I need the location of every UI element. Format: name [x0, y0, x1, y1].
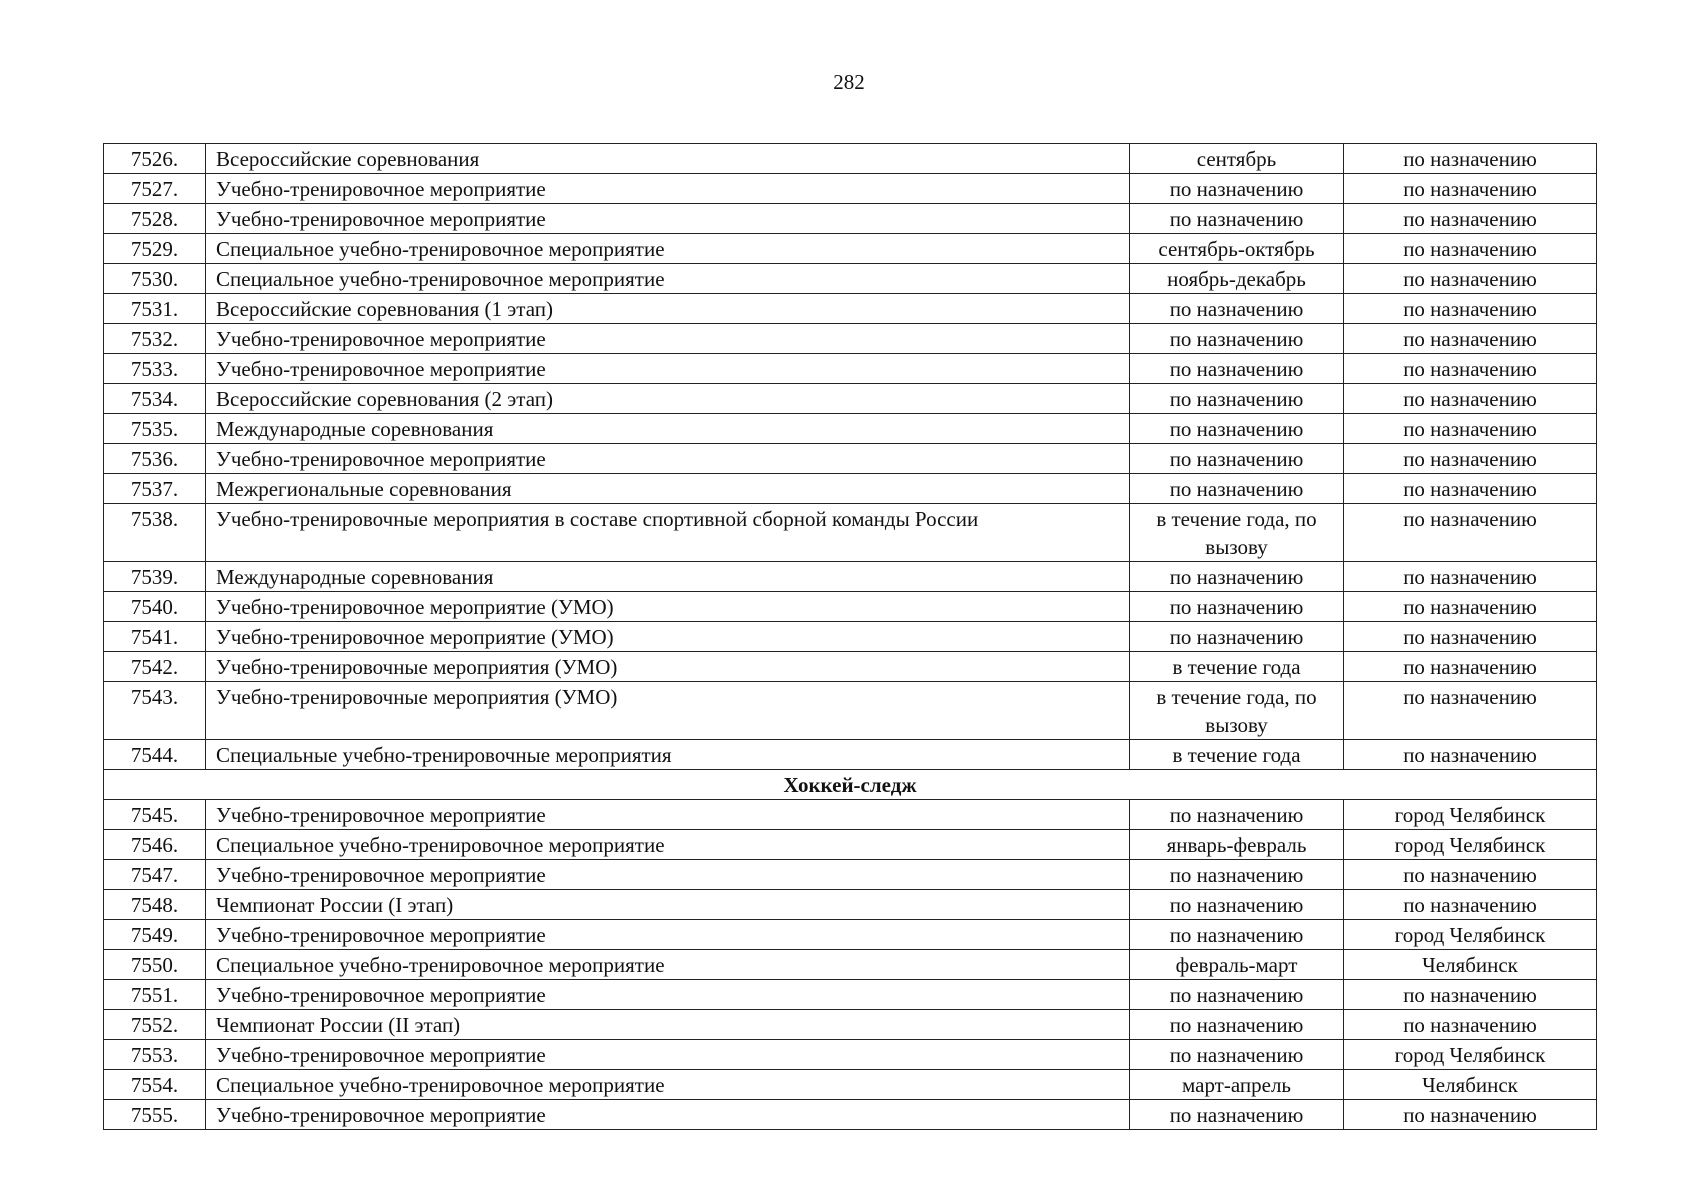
row-number-cell: 7529.	[104, 234, 206, 264]
table-row	[104, 1040, 1597, 1070]
row-number-cell: 7540.	[104, 592, 206, 622]
row-number-cell: 7538.	[104, 504, 206, 562]
event-name-cell: Всероссийские соревнования	[206, 144, 1130, 174]
row-number-cell: 7547.	[104, 860, 206, 890]
row-number-cell: 7554.	[104, 1070, 206, 1100]
event-place-cell: по назначению	[1344, 504, 1597, 562]
table-row	[104, 980, 1597, 1010]
row-number-cell: 7534.	[104, 384, 206, 414]
event-name-cell: Международные соревнования	[206, 414, 1130, 444]
event-name-cell: Специальное учебно-тренировочное мероприятие	[206, 950, 1130, 980]
event-date-cell: в течение года	[1130, 740, 1344, 770]
event-place-cell: по назначению	[1344, 444, 1597, 474]
event-date-cell: в течение года, по вызову	[1130, 504, 1344, 562]
table-row	[104, 1070, 1597, 1100]
event-place-cell: по назначению	[1344, 652, 1597, 682]
event-place-cell: по назначению	[1344, 144, 1597, 174]
event-name-cell: Учебно-тренировочное мероприятие	[206, 1100, 1130, 1130]
row-number-cell: 7545.	[104, 800, 206, 830]
event-place-cell: по назначению	[1344, 682, 1597, 740]
event-date-cell: по назначению	[1130, 444, 1344, 474]
row-number-cell: 7544.	[104, 740, 206, 770]
event-name-cell: Учебно-тренировочное мероприятие	[206, 1040, 1130, 1070]
row-number-cell: 7550.	[104, 950, 206, 980]
section-title: Хоккей-следж	[104, 770, 1597, 800]
table-row	[104, 592, 1597, 622]
table-row	[104, 920, 1597, 950]
event-name-cell: Чемпионат России (II этап)	[206, 1010, 1130, 1040]
event-date-cell: по назначению	[1130, 592, 1344, 622]
event-date-cell: по назначению	[1130, 890, 1344, 920]
event-place-cell: по назначению	[1344, 474, 1597, 504]
event-place-cell: город Челябинск	[1344, 1040, 1597, 1070]
table-row	[104, 174, 1597, 204]
event-name-cell: Всероссийские соревнования (1 этап)	[206, 294, 1130, 324]
event-place-cell: по назначению	[1344, 294, 1597, 324]
event-date-cell: по назначению	[1130, 204, 1344, 234]
table-row	[104, 204, 1597, 234]
event-name-cell: Учебно-тренировочное мероприятие	[206, 204, 1130, 234]
event-name-cell: Учебно-тренировочные мероприятия (УМО)	[206, 682, 1130, 740]
table-row	[104, 144, 1597, 174]
event-name-cell: Межрегиональные соревнования	[206, 474, 1130, 504]
event-date-cell: по назначению	[1130, 920, 1344, 950]
event-name-cell: Международные соревнования	[206, 562, 1130, 592]
event-place-cell: по назначению	[1344, 1100, 1597, 1130]
row-number-cell: 7553.	[104, 1040, 206, 1070]
event-date-cell: по назначению	[1130, 294, 1344, 324]
row-number-cell: 7531.	[104, 294, 206, 324]
event-date-cell: по назначению	[1130, 354, 1344, 384]
event-name-cell: Учебно-тренировочное мероприятие	[206, 980, 1130, 1010]
row-number-cell: 7548.	[104, 890, 206, 920]
row-number-cell: 7536.	[104, 444, 206, 474]
event-name-cell: Учебно-тренировочные мероприятия (УМО)	[206, 652, 1130, 682]
table-row	[104, 264, 1597, 294]
row-number-cell: 7528.	[104, 204, 206, 234]
table-row	[104, 504, 1597, 562]
event-date-cell: по назначению	[1130, 1040, 1344, 1070]
event-place-cell: по назначению	[1344, 890, 1597, 920]
event-place-cell: по назначению	[1344, 980, 1597, 1010]
event-name-cell: Чемпионат России (I этап)	[206, 890, 1130, 920]
page-number: 282	[833, 70, 865, 94]
events-table-body	[104, 144, 1597, 1130]
table-row	[104, 444, 1597, 474]
event-place-cell: по назначению	[1344, 562, 1597, 592]
event-date-cell: март-апрель	[1130, 1070, 1344, 1100]
event-date-cell: в течение года	[1130, 652, 1344, 682]
table-row	[104, 1010, 1597, 1040]
event-name-cell: Специальное учебно-тренировочное мероприятие	[206, 830, 1130, 860]
event-place-cell: по назначению	[1344, 1010, 1597, 1040]
event-date-cell: по назначению	[1130, 414, 1344, 444]
event-place-cell: по назначению	[1344, 204, 1597, 234]
row-number-cell: 7555.	[104, 1100, 206, 1130]
event-name-cell: Учебно-тренировочное мероприятие (УМО)	[206, 592, 1130, 622]
event-name-cell: Учебно-тренировочное мероприятие	[206, 174, 1130, 204]
table-row	[104, 1100, 1597, 1130]
table-row	[104, 474, 1597, 504]
table-row	[104, 740, 1597, 770]
table-row	[104, 294, 1597, 324]
event-place-cell: город Челябинск	[1344, 830, 1597, 860]
events-table	[103, 143, 1597, 1130]
event-date-cell: по назначению	[1130, 562, 1344, 592]
row-number-cell: 7541.	[104, 622, 206, 652]
event-date-cell: по назначению	[1130, 980, 1344, 1010]
table-row	[104, 890, 1597, 920]
event-place-cell: город Челябинск	[1344, 800, 1597, 830]
event-place-cell: по назначению	[1344, 174, 1597, 204]
row-number-cell: 7530.	[104, 264, 206, 294]
event-place-cell: по назначению	[1344, 414, 1597, 444]
event-name-cell: Специальное учебно-тренировочное мероприятие	[206, 234, 1130, 264]
table-row	[104, 682, 1597, 740]
event-date-cell: по назначению	[1130, 622, 1344, 652]
event-date-cell: по назначению	[1130, 1100, 1344, 1130]
event-date-cell: по назначению	[1130, 384, 1344, 414]
row-number-cell: 7542.	[104, 652, 206, 682]
event-name-cell: Специальное учебно-тренировочное мероприятие	[206, 1070, 1130, 1100]
row-number-cell: 7533.	[104, 354, 206, 384]
event-name-cell: Учебно-тренировочное мероприятие	[206, 324, 1130, 354]
table-row	[104, 800, 1597, 830]
row-number-cell: 7537.	[104, 474, 206, 504]
event-date-cell: февраль-март	[1130, 950, 1344, 980]
event-name-cell: Учебно-тренировочное мероприятие	[206, 354, 1130, 384]
section-header-row	[104, 770, 1597, 800]
table-row	[104, 860, 1597, 890]
event-date-cell: в течение года, по вызову	[1130, 682, 1344, 740]
table-row	[104, 562, 1597, 592]
event-name-cell: Учебно-тренировочное мероприятие (УМО)	[206, 622, 1130, 652]
event-name-cell: Учебно-тренировочное мероприятие	[206, 444, 1130, 474]
row-number-cell: 7535.	[104, 414, 206, 444]
event-place-cell: Челябинск	[1344, 1070, 1597, 1100]
event-name-cell: Учебно-тренировочное мероприятие	[206, 920, 1130, 950]
table-row	[104, 354, 1597, 384]
row-number-cell: 7552.	[104, 1010, 206, 1040]
event-date-cell: по назначению	[1130, 800, 1344, 830]
event-name-cell: Учебно-тренировочное мероприятие	[206, 860, 1130, 890]
table-row	[104, 622, 1597, 652]
event-name-cell: Учебно-тренировочные мероприятия в составе спортивной сборной команды России	[206, 504, 1130, 562]
event-date-cell: сентябрь	[1130, 144, 1344, 174]
table-row	[104, 384, 1597, 414]
event-name-cell: Специальные учебно-тренировочные мероприятия	[206, 740, 1130, 770]
event-date-cell: по назначению	[1130, 324, 1344, 354]
event-place-cell: по назначению	[1344, 592, 1597, 622]
event-place-cell: по назначению	[1344, 622, 1597, 652]
row-number-cell: 7549.	[104, 920, 206, 950]
table-row	[104, 950, 1597, 980]
event-place-cell: по назначению	[1344, 860, 1597, 890]
event-date-cell: по назначению	[1130, 174, 1344, 204]
event-name-cell: Специальное учебно-тренировочное мероприятие	[206, 264, 1130, 294]
row-number-cell: 7539.	[104, 562, 206, 592]
event-date-cell: по назначению	[1130, 1010, 1344, 1040]
event-date-cell: по назначению	[1130, 474, 1344, 504]
event-place-cell: по назначению	[1344, 324, 1597, 354]
row-number-cell: 7532.	[104, 324, 206, 354]
event-place-cell: Челябинск	[1344, 950, 1597, 980]
table-row	[104, 414, 1597, 444]
table-row	[104, 234, 1597, 264]
table-row	[104, 652, 1597, 682]
row-number-cell: 7546.	[104, 830, 206, 860]
event-place-cell: город Челябинск	[1344, 920, 1597, 950]
event-name-cell: Всероссийские соревнования (2 этап)	[206, 384, 1130, 414]
event-name-cell: Учебно-тренировочное мероприятие	[206, 800, 1130, 830]
event-date-cell: по назначению	[1130, 860, 1344, 890]
table-row	[104, 324, 1597, 354]
event-date-cell: сентябрь-октябрь	[1130, 234, 1344, 264]
event-date-cell: ноябрь-декабрь	[1130, 264, 1344, 294]
row-number-cell: 7543.	[104, 682, 206, 740]
event-place-cell: по назначению	[1344, 234, 1597, 264]
event-place-cell: по назначению	[1344, 354, 1597, 384]
row-number-cell: 7526.	[104, 144, 206, 174]
row-number-cell: 7527.	[104, 174, 206, 204]
table-row	[104, 830, 1597, 860]
row-number-cell: 7551.	[104, 980, 206, 1010]
event-place-cell: по назначению	[1344, 264, 1597, 294]
event-date-cell: январь-февраль	[1130, 830, 1344, 860]
event-place-cell: по назначению	[1344, 384, 1597, 414]
event-place-cell: по назначению	[1344, 740, 1597, 770]
